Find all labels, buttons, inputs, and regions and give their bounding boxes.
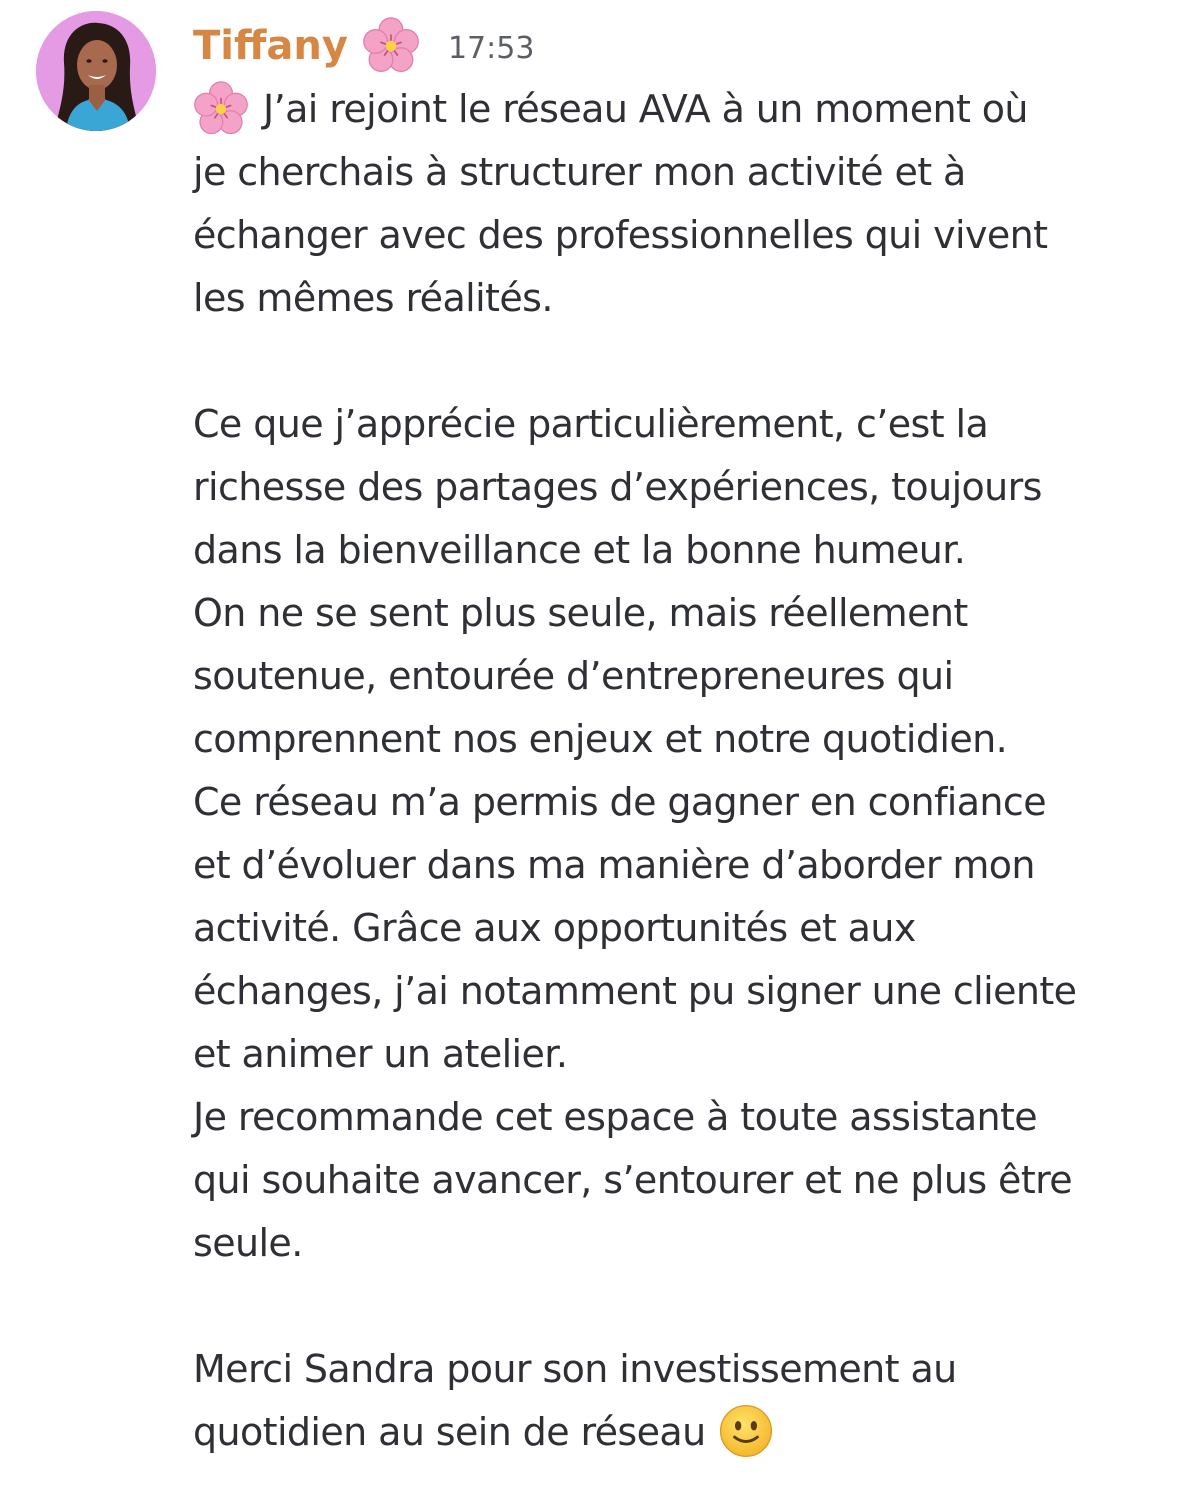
message-paragraph	[193, 78, 1168, 330]
message-line: richesse des partages d’expériences, toujours	[193, 465, 1042, 509]
avatar[interactable]	[36, 11, 156, 131]
paragraph-gap	[193, 1275, 1168, 1338]
message-paragraph	[193, 1338, 1168, 1464]
message-line: je cherchais à structurer mon activité et à	[193, 150, 966, 194]
message-line: soutenue, entourée d’entrepreneures qui	[193, 654, 954, 698]
message-line: comprennent nos enjeux et notre quotidien.	[193, 717, 1008, 761]
message-line: Ce que j’apprécie particulièrement, c’est la	[193, 402, 989, 446]
message-content	[193, 78, 1168, 1464]
message-line	[193, 1401, 1168, 1464]
message-line: et animer un atelier.	[193, 1032, 568, 1076]
message-line: Je recommande cet espace à toute assistante	[193, 1095, 1038, 1139]
message-line: échanges, j’ai notamment pu signer une cliente	[193, 969, 1077, 1013]
message-line: qui souhaite avancer, s’entourer et ne plus être	[193, 1158, 1073, 1202]
message-paragraph	[193, 393, 1168, 1275]
slightly-smiling-face-icon	[718, 1403, 774, 1459]
message-line: dans la bienveillance et la bonne humeur.	[193, 528, 966, 572]
message-timestamp: 17:53	[447, 30, 535, 66]
message-line: Ce réseau m’a permis de gagner en confiance	[193, 780, 1046, 824]
message-line	[193, 78, 1168, 141]
message-line: les mêmes réalités.	[193, 276, 553, 320]
message-line: activité. Grâce aux opportunités et aux	[193, 906, 916, 950]
message-line: et d’évoluer dans ma manière d’aborder mon	[193, 843, 1035, 887]
message-line: On ne se sent plus seule, mais réellement	[193, 591, 968, 635]
username[interactable]: Tiffany	[193, 23, 348, 69]
message-line: seule.	[193, 1221, 303, 1265]
message-header	[193, 14, 534, 78]
message-line: Merci Sandra pour son investissement au	[193, 1347, 957, 1391]
message-line: échanger avec des professionnelles qui vivent	[193, 213, 1048, 257]
cherry-blossom-icon	[193, 81, 249, 137]
message-text: quotidien au sein de réseau	[193, 1410, 706, 1454]
message-text: J’ai rejoint le réseau AVA à un moment où	[263, 87, 1028, 131]
cherry-blossom-icon	[362, 17, 420, 75]
paragraph-gap	[193, 330, 1168, 393]
